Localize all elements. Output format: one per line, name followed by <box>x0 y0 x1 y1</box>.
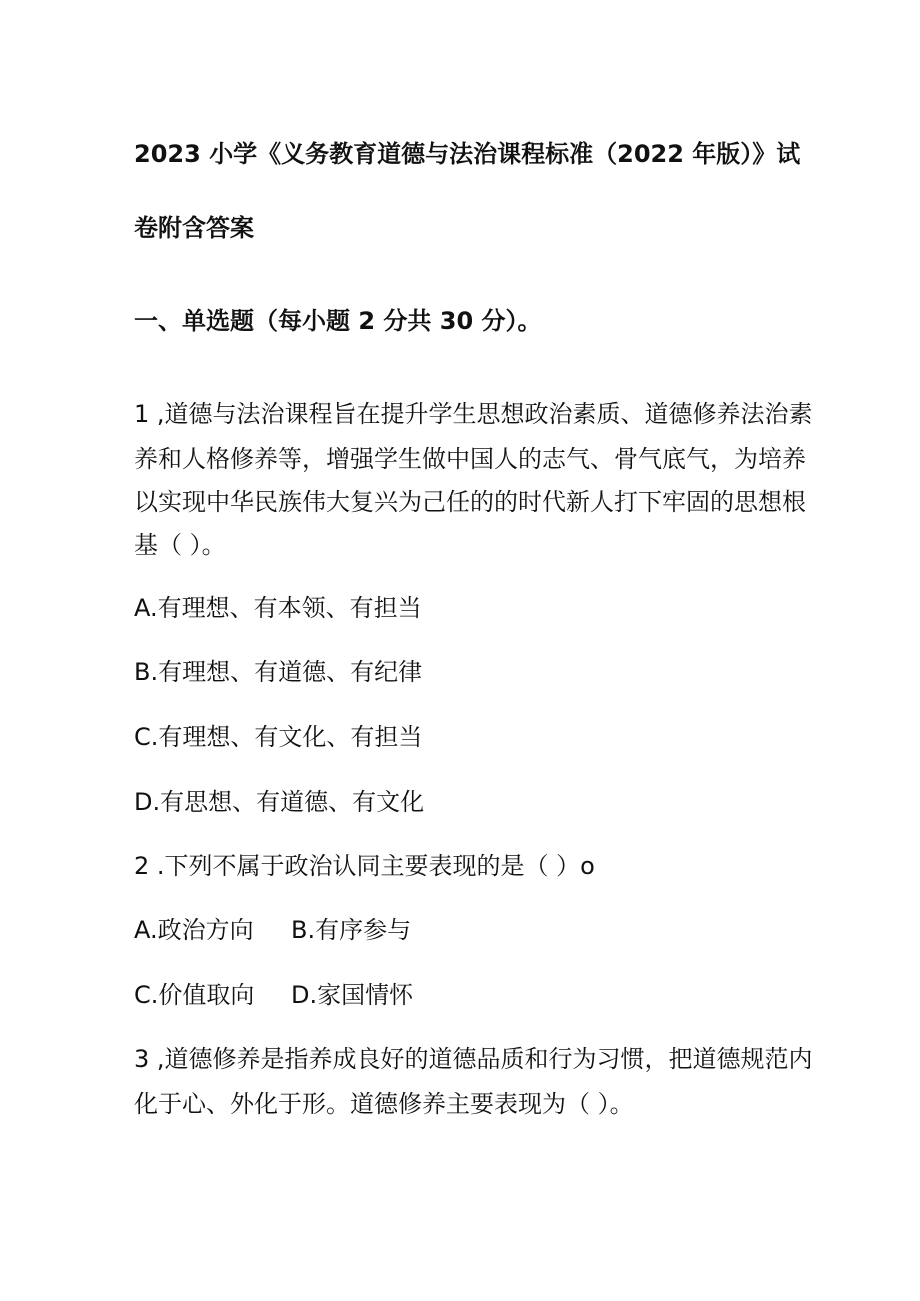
question-2-option-b: B.有序参与 <box>291 916 412 944</box>
document-title-line-2: 卷附含答案 <box>134 214 254 242</box>
question-2-option-d: D.家国情怀 <box>291 981 414 1009</box>
question-2-option-c: C.价值取向 <box>134 981 255 1009</box>
question-2-option-a: A.政治方向 <box>134 916 254 944</box>
document-title-line-1: 2023 小学《义务教育道德与法治课程标准（2022 年版）》试 <box>134 140 801 168</box>
question-1-line-1: 1 ,道德与法治课程旨在提升学生思想政治素质、道德修养法治素 <box>134 400 813 428</box>
question-1-option-b: B.有理想、有道德、有纪律 <box>134 658 423 686</box>
question-1-option-d: D.有思想、有道德、有文化 <box>134 788 425 816</box>
section-heading: 一、单选题（每小题 2 分共 30 分）。 <box>134 307 542 335</box>
question-3-line-1: 3 ,道德修养是指养成良好的道德品质和行为习惯，把道德规范内 <box>134 1045 813 1073</box>
question-1-line-3: 以实现中华民族伟大复兴为己任的的时代新人打下牢固的思想根 <box>134 488 806 516</box>
question-2-options-row-2 <box>134 979 413 1011</box>
question-2-options-row-1 <box>134 914 411 946</box>
question-1-line-4: 基（ ）。 <box>134 531 226 559</box>
question-1-option-c: C.有理想、有文化、有担当 <box>134 723 423 751</box>
question-1-option-a: A.有理想、有本领、有担当 <box>134 594 422 622</box>
question-3-line-2: 化于心、外化于形。道德修养主要表现为（ ）。 <box>134 1090 634 1118</box>
question-1-line-2: 养和人格修养等，增强学生做中国人的志气、骨气底气，为培养 <box>134 445 806 473</box>
question-2-line-1: 2 .下列不属于政治认同主要表现的是（ ）o <box>134 852 595 880</box>
